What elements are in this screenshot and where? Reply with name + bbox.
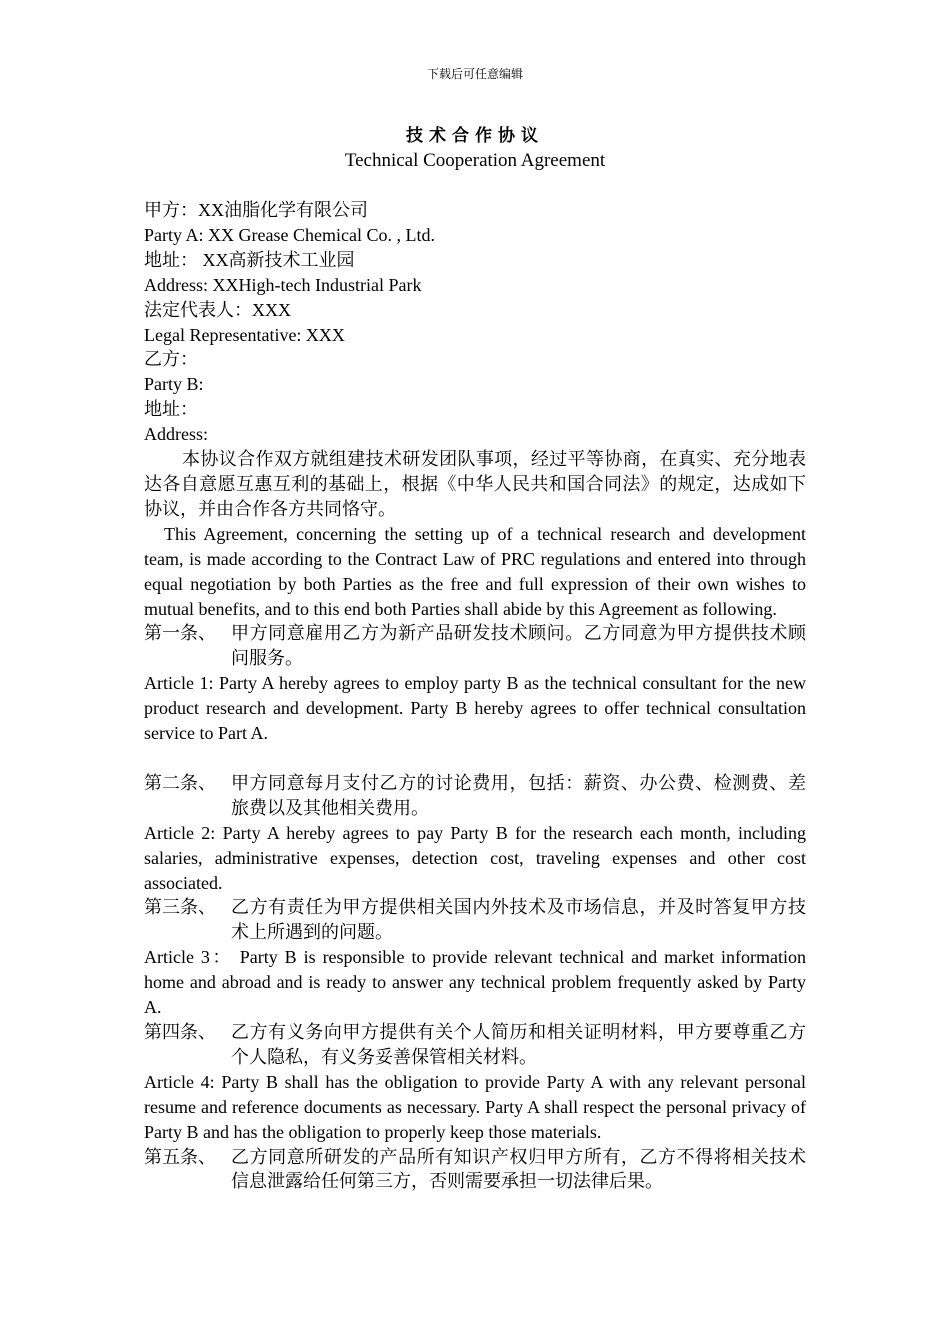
party-b-name-en: Party B: bbox=[144, 374, 204, 395]
document-body bbox=[144, 124, 806, 1194]
article-3-number: 第三条、 bbox=[144, 897, 216, 918]
party-b-address-cn: 地址： bbox=[144, 399, 198, 420]
party-b-address-en: Address: bbox=[144, 424, 208, 445]
parties-block bbox=[144, 198, 806, 447]
article-5-chinese bbox=[144, 1145, 806, 1195]
party-a-address-en: Address: XXHigh-tech Industrial Park bbox=[144, 274, 422, 295]
article-1 bbox=[144, 621, 806, 746]
party-a-name-en: Party A: XX Grease Chemical Co. , Ltd. bbox=[144, 224, 435, 245]
article-1-text-cn: 甲方同意雇用乙方为新产品研发技术顾问。乙方同意为甲方提供技术顾问服务。 bbox=[231, 623, 806, 669]
header-note: 下载后可任意编辑 bbox=[426, 67, 523, 81]
preamble-chinese: 本协议合作双方就组建技术研发团队事项，经过平等协商，在真实、充分地表达各自意愿互惠互利的基础上，根据《中华人民共和国合同法》的规定，达成如下协议，并由合作各方共同恪守。 bbox=[144, 449, 806, 519]
article-2 bbox=[144, 771, 806, 896]
title-english: Technical Cooperation Agreement bbox=[344, 150, 606, 171]
legal-representative-en: Legal Representative: XXX bbox=[144, 324, 345, 345]
article-4-number: 第四条、 bbox=[144, 1022, 216, 1042]
article-1-number: 第一条、 bbox=[144, 623, 216, 644]
preamble-english: This Agreement, concerning the setting up of a technical research and development team, is made according to the Contract Law of PRC regulations and entered into through equal negotiation by both Parties as the free and full expression of their own wishes to mutual benefits, and to this end both Parties shall abide by this Agreement as following. bbox=[144, 523, 806, 619]
legal-representative-cn: 法定代表人：XXX bbox=[144, 299, 291, 320]
party-a-address-cn: 地址： XX高新技术工业园 bbox=[144, 249, 355, 270]
article-4-text-cn: 乙方有义务向甲方提供有关个人简历和相关证明材料，甲方要尊重乙方个人隐私，有义务妥善保管相关材料。 bbox=[231, 1022, 806, 1067]
article-4-chinese bbox=[144, 1020, 806, 1070]
article-3-chinese bbox=[144, 895, 806, 945]
party-b-name-cn: 乙方： bbox=[144, 349, 198, 370]
title-spacer bbox=[144, 174, 806, 198]
article-4 bbox=[144, 1020, 806, 1145]
article-3 bbox=[144, 895, 806, 1020]
article-4-english: Article 4: Party B shall has the obligation to provide Party A with any relevant personal resume and reference documents as necessary. Party A shall respect the personal privacy of Party B and has the obligation to properly keep those materials. bbox=[144, 1071, 806, 1142]
article-3-text-cn: 乙方有责任为甲方提供相关国内外技术及市场信息，并及时答复甲方技术上所遇到的问题。 bbox=[231, 897, 806, 943]
article-3-english: Article 3： Party B is responsible to provide relevant technical and market information home and abroad and is ready to answer any technical problem frequently asked by Party A. bbox=[144, 947, 806, 1018]
article-2-number: 第二条、 bbox=[144, 772, 216, 793]
article-1-english: Article 1: Party A hereby agrees to employ party B as the technical consultant for the new product research and development. Party B hereby agrees to offer technical consultation service to Part A. bbox=[144, 673, 806, 744]
article-1-chinese bbox=[144, 621, 806, 671]
title-chinese: 技术合作协议 bbox=[406, 126, 544, 146]
article-spacer bbox=[144, 746, 806, 771]
article-2-english: Article 2: Party A hereby agrees to pay Party B for the research each month, including salaries, administrative expenses, detection cost, traveling expenses and other cost associated. bbox=[144, 822, 806, 893]
article-2-chinese bbox=[144, 771, 806, 821]
article-5-number: 第五条、 bbox=[144, 1146, 216, 1167]
party-a-name-cn: 甲方：XX油脂化学有限公司 bbox=[144, 200, 368, 220]
article-5 bbox=[144, 1145, 806, 1195]
article-5-text-cn: 乙方同意所研发的产品所有知识产权归甲方所有，乙方不得将相关技术信息泄露给任何第三方，否则需要承担一切法律后果。 bbox=[231, 1146, 806, 1192]
article-2-text-cn: 甲方同意每月支付乙方的讨论费用，包括：薪资、办公费、检测费、差旅费以及其他相关费用。 bbox=[231, 772, 806, 818]
